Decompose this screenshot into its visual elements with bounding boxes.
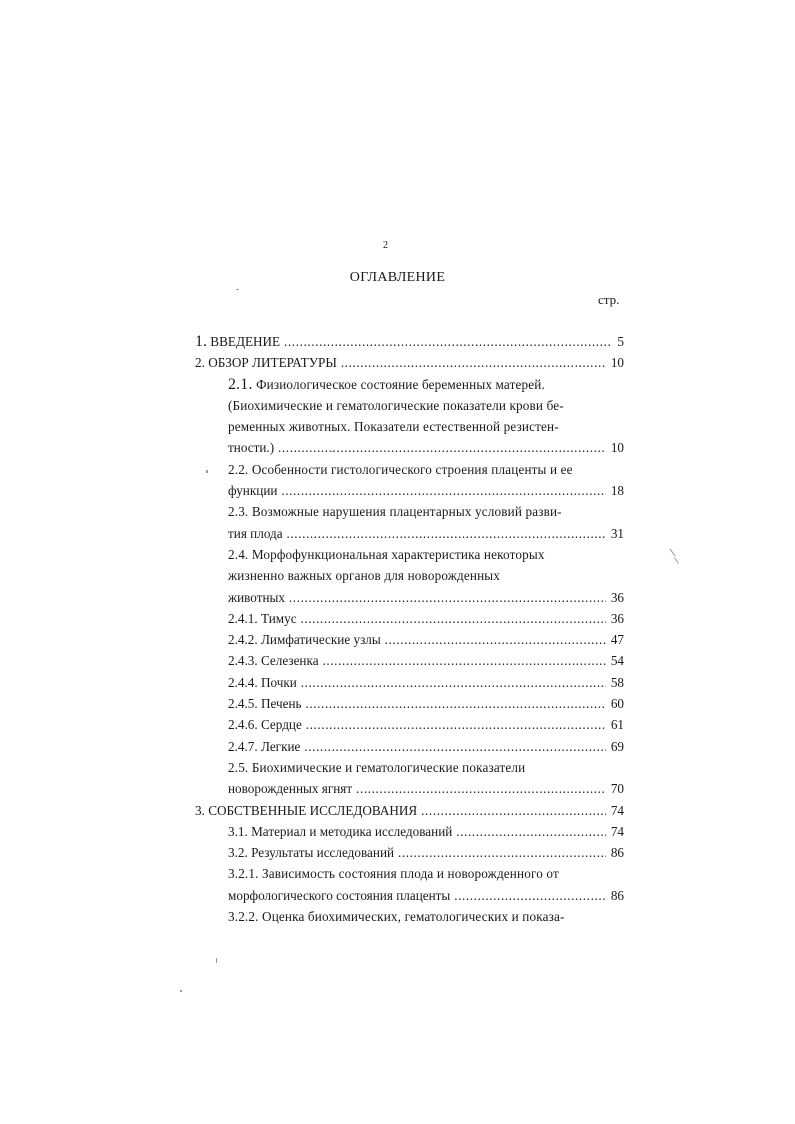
toc-entry-page: 86 xyxy=(606,885,625,906)
toc-entry-text: ВВЕДЕНИЕ xyxy=(210,334,281,349)
toc-entry-text: тности.) ..... xyxy=(228,440,625,455)
toc-entry-3-1 xyxy=(195,821,625,842)
toc-entry-page: 74 xyxy=(606,800,625,821)
toc-entry-text: 2.3. Возможные нарушения плацентарных условий разви- xyxy=(228,504,562,520)
toc-entry-continuation xyxy=(195,395,625,416)
toc-entry-page: 31 xyxy=(606,523,625,544)
toc-entry-page: 10 xyxy=(606,352,625,373)
page-column-label: стр. xyxy=(598,292,620,307)
toc-entry-number: 2.1. xyxy=(228,375,253,393)
toc-entry-text: животных ..... xyxy=(228,590,625,605)
toc-entry-2-4-6 xyxy=(195,714,625,735)
toc-entry-text: 2.5. Биохимические и гематологические показатели xyxy=(228,759,526,775)
toc-entry-number: 2. xyxy=(195,355,205,371)
toc-entry-2-4-7 xyxy=(195,736,625,757)
toc-entry-2-4-1 xyxy=(195,608,625,629)
toc-entry-text: 2.2. Особенности гистологического строения плаценты и ее xyxy=(228,461,573,477)
toc-entry-page: 47 xyxy=(606,629,625,650)
toc-entry-text: функции ..... xyxy=(228,483,625,498)
toc-entry-text: Физиологическое состояние беременных матерей. xyxy=(256,376,545,392)
toc-entry-3-2-1 xyxy=(195,863,625,884)
toc-entry-text: 3.2.2. Оценка биохимических, гематологических и показа- xyxy=(228,909,565,925)
toc-entry-text: жизненно важных органов для новорожденных xyxy=(228,568,501,584)
toc-entry-3-2 xyxy=(195,842,625,863)
scan-speck xyxy=(674,557,679,563)
toc-entry-2-3 xyxy=(195,501,625,522)
toc-entry-text: ОБЗОР ЛИТЕРАТУРЫ xyxy=(208,355,337,371)
toc-entry-text: 2.4.6. Сердце ..... xyxy=(228,717,625,732)
toc-entry-text: 3.1. Материал и методика исследований ..... xyxy=(228,824,625,839)
toc-entry-page: 58 xyxy=(606,672,625,693)
toc-entry-text: 2.4. Морфофункциональная характеристика некоторых xyxy=(228,546,545,562)
toc-entry-page: 60 xyxy=(606,693,625,714)
toc-entry-text: ременных животных. Показатели естественной резистен- xyxy=(228,419,559,435)
toc-entry-text: 2.4.5. Печень ..... xyxy=(228,696,625,711)
toc-entry-continuation xyxy=(195,416,625,437)
toc-entry-2-4-2 xyxy=(195,629,625,650)
toc-entry-2-4 xyxy=(195,544,625,565)
toc-entry-page: 86 xyxy=(606,842,625,863)
toc-entry-page: 70 xyxy=(606,778,625,799)
toc-entry-page: 54 xyxy=(606,650,625,671)
toc-entry-2-2 xyxy=(195,459,625,480)
toc-entry-text: (Биохимические и гематологические показатели крови бе- xyxy=(228,397,564,413)
toc-entry-page: 10 xyxy=(606,437,625,458)
toc-entry-literature-review xyxy=(195,352,625,373)
toc-entry-continuation xyxy=(195,587,625,608)
toc-entry-continuation xyxy=(195,885,625,906)
scan-speck xyxy=(180,990,182,992)
toc-entry-text: 2.4.2. Лимфатические узлы ..... xyxy=(228,632,625,647)
toc-entry-continuation xyxy=(195,437,625,458)
toc-entry-continuation xyxy=(195,480,625,501)
toc-entry-continuation xyxy=(195,523,625,544)
toc-entry-continuation xyxy=(195,565,625,586)
toc-entry-page: 5 xyxy=(612,331,625,352)
toc-entry-2-1 xyxy=(195,374,625,395)
table-of-contents xyxy=(195,331,625,927)
toc-entry-own-research xyxy=(195,800,625,821)
page-number: 2 xyxy=(383,240,388,251)
toc-entry-text: 2.4.4. Почки ..... xyxy=(228,675,625,690)
toc-entry-text: 3.2. Результаты исследований ..... xyxy=(228,845,625,860)
toc-entry-page: 74 xyxy=(606,821,625,842)
toc-entry-continuation xyxy=(195,778,625,799)
toc-title: ОГЛАВЛЕНИЕ xyxy=(349,270,446,285)
scan-speck xyxy=(216,958,217,963)
toc-entry-2-4-4 xyxy=(195,672,625,693)
toc-entry-page: 69 xyxy=(606,736,625,757)
toc-entry-text: 3. СОБСТВЕННЫЕ ИССЛЕДОВАНИЯ ..... xyxy=(195,803,625,818)
toc-entry-text: 2.4.7. Легкие ..... xyxy=(228,739,625,754)
toc-entry-2-5 xyxy=(195,757,625,778)
toc-entry-text: новорожденных ягнят ..... xyxy=(228,781,625,796)
toc-entry-text: тия плода ..... xyxy=(228,526,625,541)
toc-entry-text: 3.2.1. Зависимость состояния плода и новорожденного от xyxy=(228,866,559,882)
toc-entry-text: 2.4.3. Селезенка ..... xyxy=(228,653,625,668)
toc-entry-page: 36 xyxy=(606,587,625,608)
toc-entry-3-2-2 xyxy=(195,906,625,927)
toc-entry-2-4-5 xyxy=(195,693,625,714)
scan-speck xyxy=(236,289,239,290)
toc-entry-page: 18 xyxy=(606,480,625,501)
toc-entry-page: 36 xyxy=(606,608,625,629)
scan-speck xyxy=(206,470,208,473)
toc-entry-text: 2.4.1. Тимус ..... xyxy=(228,611,625,626)
toc-entry-introduction xyxy=(195,331,625,352)
toc-entry-page: 61 xyxy=(606,714,625,735)
scan-speck xyxy=(330,451,333,452)
toc-entry-text: морфологического состояния плаценты ..... xyxy=(228,888,625,903)
toc-entry-number: 1. xyxy=(195,333,207,350)
scan-speck xyxy=(670,549,676,557)
toc-entry-2-4-3 xyxy=(195,650,625,671)
